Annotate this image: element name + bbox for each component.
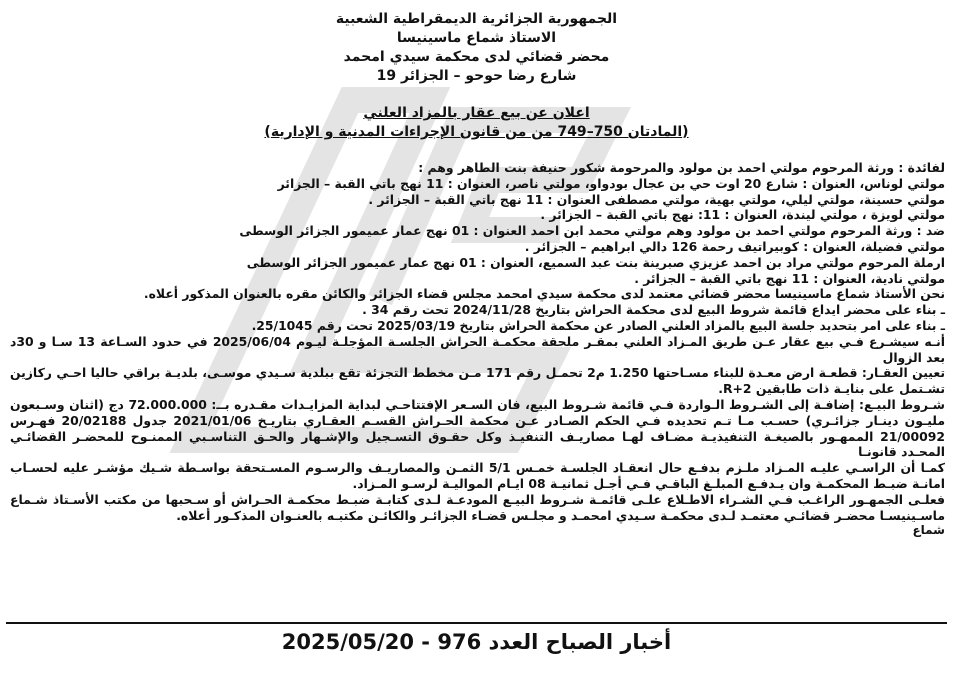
public-notice: فعلـى الجمهـور الراغـب فـي الشـراء الاطـلاع علـى قائمـة شـروط البيـع المودعـة لـدى كتابـة ضبـط محكمـة الحـراش أو سـحبها من مكتب الأسـتاذ شـماع ماسـينيسـا محضـر قضائـي معتمـد لـدى محكمـة سـيدي امحمـد و مجلـس قضـاء الجزائـر والكائـن مكتبـه بالعنـوان المذكـور أعلاه.: [10, 491, 945, 523]
heirs-line-2: مولتي حسينة، مولتي ليلي، مولتي بهية، مولتي مصطفى العنوان : 11 نهج باتي القبة – الجزائر .: [368, 191, 945, 207]
heirs-line-3: مولتي لويزة ، مولتي ليندة، العنوان : 11: نهج باتي القبة – الجزائر .: [540, 207, 945, 223]
announcement-page: [6, 6, 947, 689]
payment-terms: كمـا أن الراسـي عليـه المـزاد ملـزم بدفـع حال انعقـاد الجلسـة خمـس 5/1 الثمـن والمصاريـف والرسـوم المسـتحقة بواسـطة شـيك مؤشـر عليه لحسـاب امانـة ضبـط المحكمـة وان يـدفـع المبلـغ الباقـي فـي أجـل ثمانيـة 08 ايـام المواليـة لرسـو المـزاد.: [10, 460, 945, 491]
defendants-line-2: مولتي فضيلة، العنوان : كوبيراتيف رحمة 126 دالي ابراهيم – الجزائر .: [524, 238, 945, 254]
beneficiary-paragraph: لفائدة : ورثة المرحوم مولتي احمد بن مولود والمرحومة شكور حنيفة بنت الطاهر وهم :: [418, 160, 945, 175]
document-header: [6, 10, 947, 86]
footer-divider: [6, 622, 947, 624]
deposit-reference: ـ بناء على محضر ايداع قائمة شروط البيع لدى محكمة الحراش بتاريخ 2024/11/28 تحت رقم 34 .: [362, 302, 945, 318]
order-reference: ـ بناء على امر بتحديد جلسة البيع بالمزاد العلني الصادر عن محكمة الحراش بتاريخ 2025/03/19 تحت رقم 25/1045.: [251, 317, 945, 333]
auction-date-paragraph: أنـه سيشـرع فـي بيع عقار عـن طريق المـزاد العلني بمقـر ملحقة محكمـة الحراش الجلسـة المؤجلـة ليـوم 2025/06/04 في حدود السـاعة 13 سـا و 30د بعد الزوال: [10, 333, 945, 365]
title-main: اعلان عن بيع عقار بالمزاد العلني: [363, 105, 590, 121]
bailiff-office: محضر قضائي لدى محكمة سيدي امحمد: [343, 49, 610, 65]
sale-conditions: شـروط البيـع: إضافـة إلى الشـروط الـواردة فـي قائمة شـروط البيع، فان السـعر الإفتتاحـي لبداية المزايـدات مقـدره بــ: 72.000.000 دج (اثنان وسـبعون مليـون دينـار جزائـري) حسـب مـا تـم تحديده فـي الحكم الصـادر عـن محكمة الحـراش القسـم العقـاري بتاريـخ 2021/01/06 جدول 20/02188 فهـرس 21/00092 الممهـور بالصيغـة التنفيذيـة مضـاف لهـا مصاريـف التنفيـذ وكل حقـوق التسـجيل والإشـهار والحـق التناسـبي الممنـوح للمحضـر القضائـي المحـدد قانونـا: [10, 396, 945, 460]
defendants-line-3: ارملة المرحوم مولتي مراد بن احمد عزيزي صبرينة بنت عبد السميع، العنوان : 01 نهج عمار عميمور الجزائر الوسطى: [246, 254, 945, 270]
announcement-body: [10, 160, 945, 539]
heirs-line-1: مولتي لوناس، العنوان : شارع 20 اوت حي بن عجال بودواو، مولتي ناصر، العنوان : 11 نهج باتي القبة – الجزائر: [277, 175, 945, 191]
defendants-line-4: مولتي نادية، العنوان : 11 نهج باتي القبة – الجزائر .: [634, 270, 945, 286]
defendants-line-1: ضد : ورثة المرحوم مولتي احمد بن مولود وهم مولتي محمد ابن احمد العنوان : 01 نهج عمار عميمور الجزائر الوسطى: [239, 223, 945, 239]
bailiff-name: الاستاذ شماع ماسينيسا: [396, 30, 557, 46]
property-description: تعيين العقـار: قطعـة ارض معـدة للبناء مسـاحتها 1.250 م2 تحمـل رقم 171 مـن مخطط التجزئة تقع ببلدية سـيدي موسـى، بلديـة براقي حاليا احـي ركازين تشـتمل على بنايـة ذات طابقين R+2.: [10, 365, 946, 397]
office-address: 19 شارع رضا حوحو – الجزائر: [376, 68, 577, 84]
republic-name: الجمهورية الجزائرية الديمقراطية الشعبية: [335, 11, 618, 27]
signature: شماع: [912, 523, 945, 538]
title-articles: (المادتان 750–749 من من قانون الإجراءات المدنية و الإدارية): [264, 124, 689, 140]
announcement-title: [6, 104, 947, 142]
bailiff-statement: نحن الأستاذ شماع ماسينيسا محضر قضائي معتمد لدى محكمة سيدي امحمد مجلس قضاء الجزائر والكائن مقره بالعنوان المذكور أعلاه.: [143, 286, 945, 302]
newspaper-footer: أخبار الصباح العدد 976 - 2025/05/20: [281, 630, 672, 654]
